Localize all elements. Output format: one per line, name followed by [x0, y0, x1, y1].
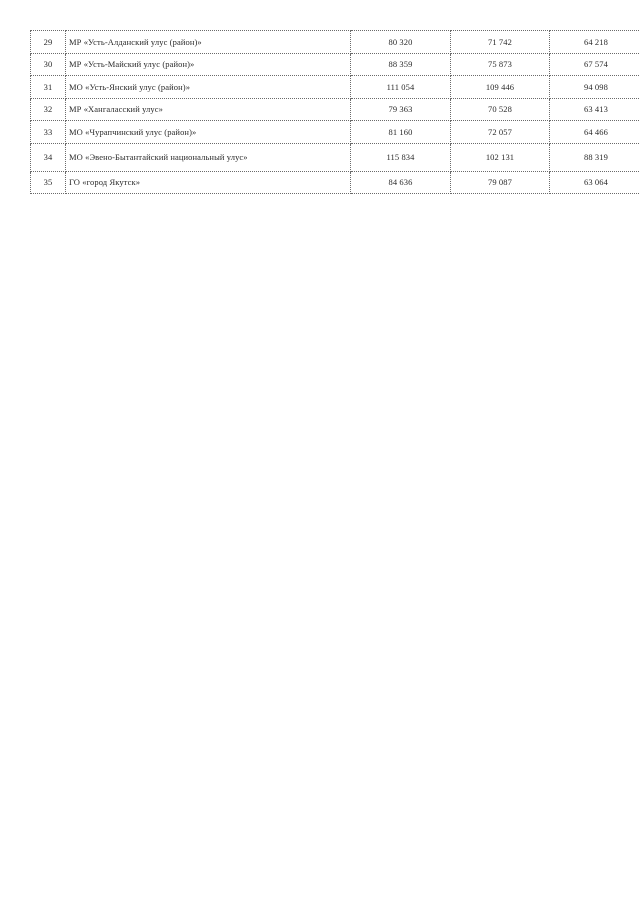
row-number-cell: 34 [31, 143, 66, 171]
table-row [31, 171, 640, 194]
table-row [31, 31, 640, 54]
table-row [31, 143, 640, 171]
row-number-cell: 29 [31, 31, 66, 54]
value-cell-1: 115 834 [351, 143, 451, 171]
municipality-name-cell: МР «Усть-Майский улус (район)» [66, 53, 351, 76]
municipality-name-cell: МО «Эвено-Бытантайский национальный улус» [66, 143, 351, 171]
table-row [31, 98, 640, 121]
value-cell-1: 88 359 [351, 53, 451, 76]
value-cell-3: 63 064 [550, 171, 640, 194]
row-number-cell: 31 [31, 76, 66, 99]
value-cell-2: 79 087 [451, 171, 550, 194]
value-cell-1: 79 363 [351, 98, 451, 121]
table-row [31, 53, 640, 76]
row-number-cell: 30 [31, 53, 66, 76]
value-cell-2: 71 742 [451, 31, 550, 54]
municipality-name-cell: МО «Чурапчинский улус (район)» [66, 121, 351, 144]
municipality-name-cell: ГО «город Якутск» [66, 171, 351, 194]
table-row [31, 76, 640, 99]
row-number-cell: 33 [31, 121, 66, 144]
value-cell-3: 64 218 [550, 31, 640, 54]
municipality-name-cell: МР «Усть-Алданский улус (район)» [66, 31, 351, 54]
value-cell-2: 70 528 [451, 98, 550, 121]
value-cell-2: 72 057 [451, 121, 550, 144]
value-cell-2: 102 131 [451, 143, 550, 171]
value-cell-3: 94 098 [550, 76, 640, 99]
value-cell-3: 64 466 [550, 121, 640, 144]
table-body [31, 31, 640, 194]
value-cell-2: 75 873 [451, 53, 550, 76]
value-cell-3: 63 413 [550, 98, 640, 121]
row-number-cell: 32 [31, 98, 66, 121]
table-row [31, 121, 640, 144]
municipal-data-table [30, 30, 640, 194]
value-cell-3: 88 319 [550, 143, 640, 171]
municipality-name-cell: МР «Хангаласский улус» [66, 98, 351, 121]
value-cell-1: 81 160 [351, 121, 451, 144]
value-cell-3: 67 574 [550, 53, 640, 76]
value-cell-1: 84 636 [351, 171, 451, 194]
value-cell-2: 109 446 [451, 76, 550, 99]
value-cell-1: 80 320 [351, 31, 451, 54]
row-number-cell: 35 [31, 171, 66, 194]
municipality-name-cell: МО «Усть-Янский улус (район)» [66, 76, 351, 99]
value-cell-1: 111 054 [351, 76, 451, 99]
